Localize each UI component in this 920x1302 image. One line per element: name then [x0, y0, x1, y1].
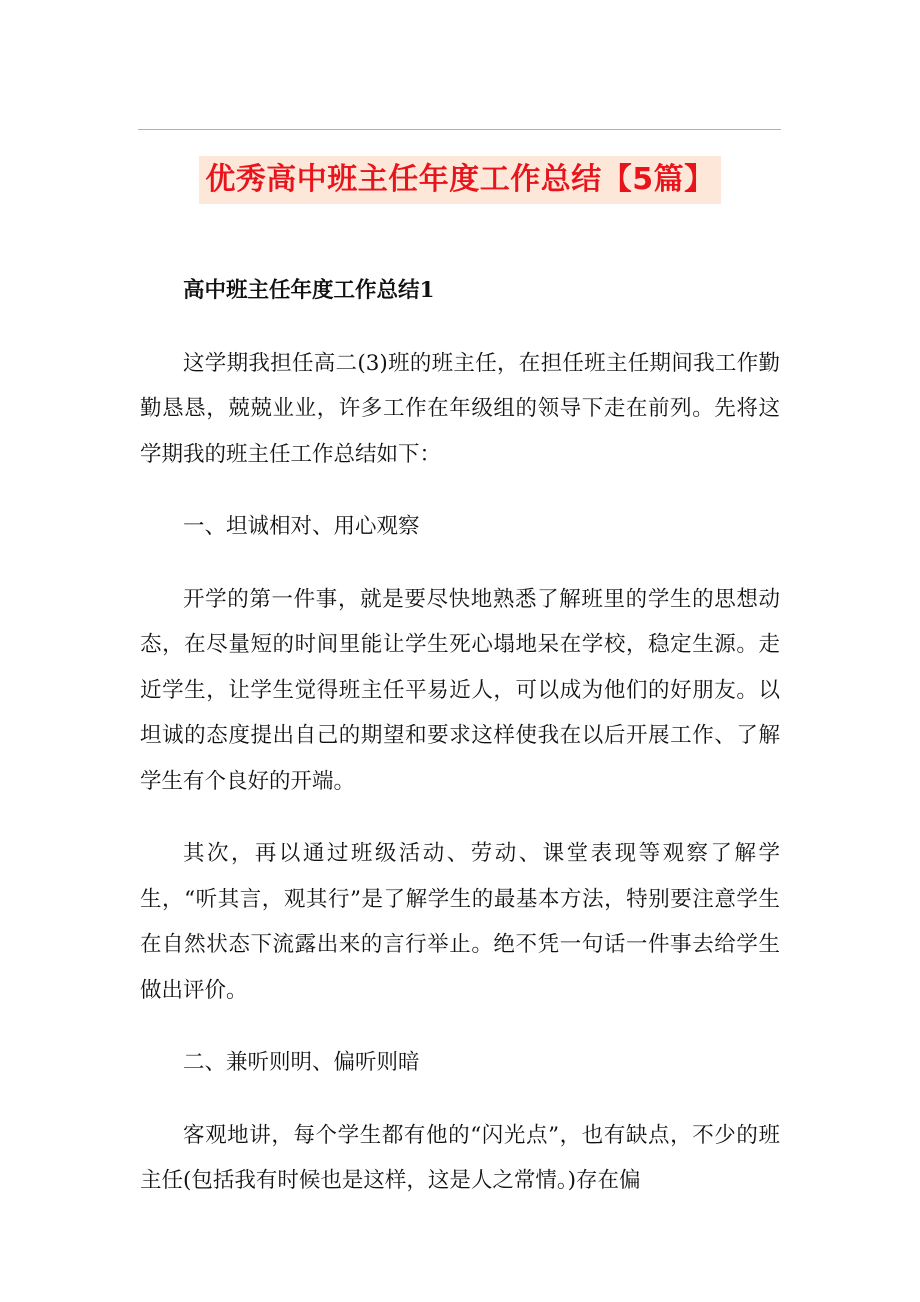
document-title: 优秀高中班主任年度工作总结【5篇】 [199, 156, 720, 204]
paragraph: 其次，再以通过班级活动、劳动、课堂表现等观察了解学生，“听其言，观其行”是了解学生的最基本方法，特别要注意学生在自然状态下流露出来的言行举止。绝不凭一句话一件事去给学生做出评价。 [140, 841, 780, 1003]
title-container [0, 156, 920, 204]
paragraph: 这学期我担任高二(3)班的班主任，在担任班主任期间我工作勤勤恳恳，兢兢业业，许多工作在年级组的领导下走在前列。先将这学期我的班主任工作总结如下： [140, 350, 780, 467]
paragraph: 客观地讲，每个学生都有他的“闪光点”，也有缺点，不少的班主任(包括我有时候也是这样，这是人之常情。)存在偏 [140, 1122, 780, 1193]
section-heading: 高中班主任年度工作总结1 [183, 278, 435, 303]
paragraph: 开学的第一件事，就是要尽快地熟悉了解班里的学生的思想动态，在尽量短的时间里能让学生死心塌地呆在学校，稳定生源。走近学生，让学生觉得班主任平易近人，可以成为他们的好朋友。以坦诚的态度提出自己的期望和要求这样使我在以后开展工作、了解学生有个良好的开端。 [140, 586, 780, 794]
header-rule [138, 129, 781, 130]
subheading: 一、坦诚相对、用心观察 [183, 514, 420, 539]
document-body [140, 268, 780, 1231]
subheading: 二、兼听则明、偏听则暗 [183, 1050, 420, 1075]
